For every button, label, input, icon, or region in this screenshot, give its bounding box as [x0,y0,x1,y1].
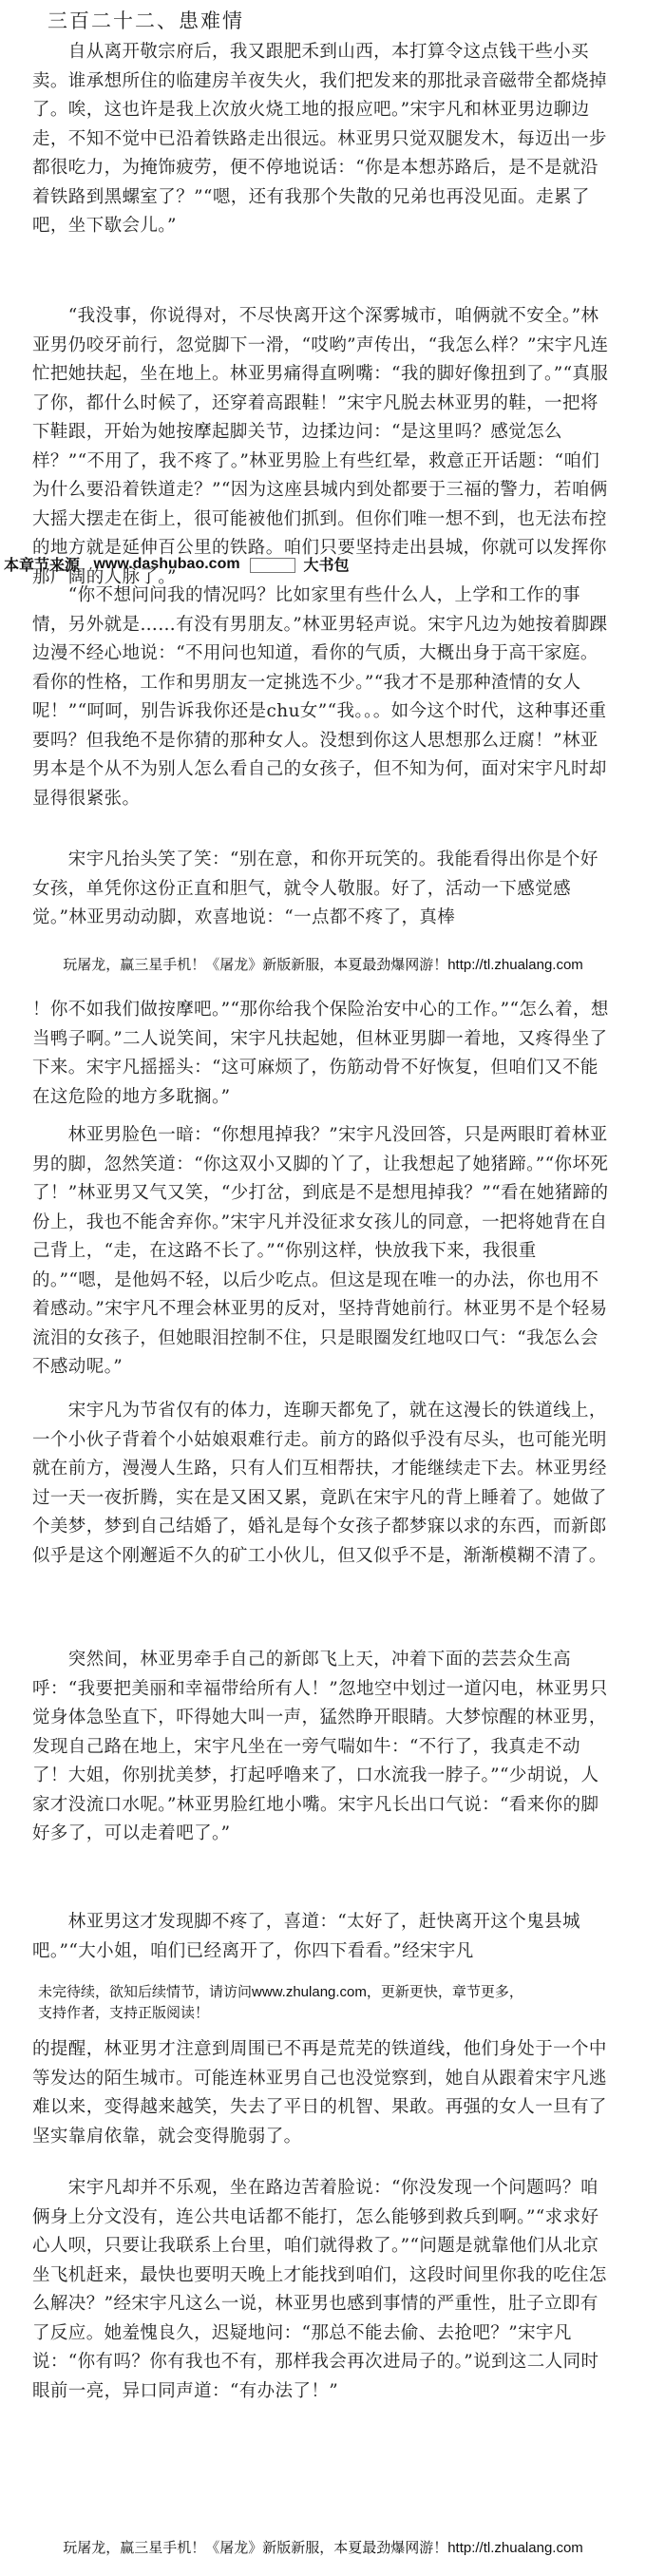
chapter-title: 三百二十二、患难情 [48,10,244,32]
text-section [32,1121,614,1383]
paragraph: 的提醒，林亚男才注意到周围已不再是荒芜的铁道线，他们身处于一个中等发达的陌生城市。可能连林亚男自己也没觉察到，她自从跟着宋宇凡逃难以来，变得越来越笑，失去了平日的机智、果敢。再强的女人一旦有了坚实靠肩依靠，就会变得脆弱了。 [32,2039,607,2147]
ad-text: 玩屠龙，赢三星手机！《屠龙》新版新服，本夏最劲爆网游！http://tl.zhualang.com [63,956,583,973]
text-section [32,846,614,933]
text-section [32,582,614,813]
brand-icon [250,558,295,573]
paragraph: 宋宇凡抬头笑了笑：“别在意，和你开玩笑的。我能看得出你是个好女孩，单凭你这份正直和胆气，就令人敬服。好了，活动一下感觉感觉。”林亚男动动脚，欢喜地说：“一点都不疼了，真棒 [32,849,598,927]
notice-line: 支持作者，支持正版阅读！ [38,2005,210,2021]
paragraph: 宋宇凡却并不乐观，坐在路边苦着脸说：“你没发现一个问题吗？咱俩身上分文没有，连公共电话都不能打，怎么能够到救兵到啊。”“求求好心人呗，只要让我联系上台里，咱们就得救了。”“问题是就靠他们从北京坐飞机赶来，最快也要明天晚上才能找到咱们，这段时间里你我的吃住怎么解决？”经宋宇凡这么一说，林亚男也感到事情的严重性，肚子立即有了反应。她羞愧良久，迟疑地问：“那总不能去偷、去抢吧？”宋宇凡说：“你有吗？你有我也不有，那样我会再次进局子的。”说到这二人同时眼前一亮，异口同声道：“有办法了！” [32,2178,607,2401]
text-section [32,1397,614,1571]
paragraph: 自从离开敬宗府后，我又跟肥禾到山西，本打算令这点钱干些小买卖。谁承想所住的临建房羊夜失火，我们把发来的那批录音磁带全都烧掉了。唉，这也许是我上次放火烧工地的报应吧。”宋宇凡和林亚男边聊边走，不知不觉中已沿着铁路走出很远。林亚男只觉双腿发木，每迈出一步都很吃力，为掩饰疲劳，便不停地说话：“你是本想苏路后，是不是就沿着铁路到黑螺室了？”“嗯，还有我那个失散的兄弟也再没见面。走累了吧，坐下歇会儿。” [32,42,607,236]
notice-line[interactable]: 未完待续，欲知后续情节，请访问www.zhulang.com，更新更快，章节更多， [38,1984,523,2000]
paragraph: 林亚男这才发现脚不疼了，喜道：“太好了，赶快离开这个鬼县城吧。”“大小姐，咱们已经离开了，你四下看看。”经宋宇凡 [32,1912,580,1961]
text-section [32,38,614,241]
text-section [32,1908,614,1966]
source-line [0,553,646,578]
ad-banner-link[interactable] [0,2528,646,2566]
paragraph: 林亚男脸色一暗：“你想甩掉我？”宋宇凡没回答，只是两眼盯着林亚男的脚，忽然笑道：“你这双小又脚的丫了，让我想起了她猪蹄。”“你坏死了！”林亚男又气又笑，“少打岔，到底是不是想甩掉我？”“看在她猪蹄的份上，我也不能舍弃你。”宋宇凡并没征求女孩儿的同意，一把将她背在自己背上，“走，在这路不长了。”“你别这样，快放我下来，我很重的。”“嗯，是他妈不轻，以后少吃点。但这是现在唯一的办法，你也用不着感动。”宋宇凡不理会林亚男的反对，坚持背她前行。林亚男不是个轻易流泪的女孩子，但她眼泪控制不住，只是眼圈发红地叹口气：“我怎么会不感动呢。” [32,1125,609,1377]
brand-name: 大书包 [303,558,350,574]
text-section [32,1646,614,1849]
source-label: 本章节来源 [4,558,81,574]
text-section [32,2035,614,2151]
continue-notice [38,1982,608,2024]
text-section [32,302,614,592]
paragraph: ！你不如我们做按摩吧。”“那你给我个保险治安中心的工作。”“怎么着，想当鸭子啊。”二人说笑间，宋宇凡扶起她，但林亚男脚一着地，又疼得坐了下来。宋宇凡摇摇头：“这可麻烦了，伤筋动骨不好恢复，但咱们又不能在这危险的地方多耽搁。” [32,1000,609,1107]
text-section [32,2174,614,2406]
paragraph: “我没事，你说得对，不尽快离开这个深雾城市，咱俩就不安全。”林亚男仍咬牙前行，忽觉脚下一滑，“哎哟”声传出，“我怎么样？”宋宇凡连忙把她扶起，坐在地上。林亚男痛得直咧嘴：“我的脚好像扭到了。”“真服了你，都什么时候了，还穿着高跟鞋！”宋宇凡脱去林亚男的鞋，一把将下鞋跟，开始为她按摩起脚关节，边揉边问：“是这里吗？感觉怎么样？”“不用了，我不疼了。”林亚男脸上有些红晕，救意正开话题：“咱们为什么要沿着铁道走？”“因为这座县城内到处都要于三福的警力，若咱俩大摇大摆走在街上，很可能被他们抓到。但你们唯一想不到，也无法布控的地方就是延伸百公里的铁路。咱们只要坚持走出县城，你就可以发挥你那广阔的人脉了。” [32,306,609,587]
ad-text: 玩屠龙，赢三星手机！《屠龙》新版新服，本夏最劲爆网游！http://tl.zhualang.com [63,2539,583,2556]
ad-banner-link[interactable] [0,945,646,983]
source-link[interactable]: www.dashubao.com [93,555,240,572]
paragraph: 突然间，林亚男牵手自己的新郎飞上天，冲着下面的芸芸众生高呼：“我要把美丽和幸福带给所有人！”忽地空中划过一道闪电，林亚男只觉身体急坠直下，吓得她大叫一声，猛然睁开眼睛。大梦惊醒的林亚男，发现自己路在地上，宋宇凡坐在一旁气喘如牛：“不行了，我真走不动了！大姐，你别扰美梦，打起呼噜来了，口水流我一脖子。”“少胡说，人家才没流口水呢。”林亚男脸红地小嘴。宋宇凡长出口气说：“看来你的脚好多了，可以走着吧了。” [32,1650,608,1843]
paragraph: “你不想问问我的情况吗？比如家里有些什么人，上学和工作的事情，另外就是……有没有男朋友。”林亚男轻声说。宋宇凡边为她按着脚踝边漫不经心地说：“不用问也知道，看你的气质，大概出身于高干家庭。看你的性格，工作和男朋友一定挑选不少。”“我才不是那种渣情的女人呢！”“呵呵，别告诉我你还是chu女”“我。。。如今这个时代，这种事还重要吗？但我绝不是你猜的那种女人。没想到你这人思想那么迂腐！”林亚男本是个从不为别人怎么看自己的女孩子，但不知为何，面对宋宇凡时却显得很紧张。 [32,585,608,809]
text-section [32,996,614,1112]
paragraph: 宋宇凡为节省仅有的体力，连聊天都免了，就在这漫长的铁道线上，一个小伙子背着个小姑娘艰难行走。前方的路似乎没有尽头，也可能光明就在前方，漫漫人生路，只有人们互相帮扶，才能继续走下去。林亚男经过一天一夜折腾，实在是又困又累，竟趴在宋宇凡的背上睡着了。她做了个美梦，梦到自己结婚了，婚礼是每个女孩子都梦寐以求的东西，而新郎似乎是这个刚邂逅不久的矿工小伙儿，但又似乎不是，渐渐模糊不清了。 [32,1401,607,1566]
